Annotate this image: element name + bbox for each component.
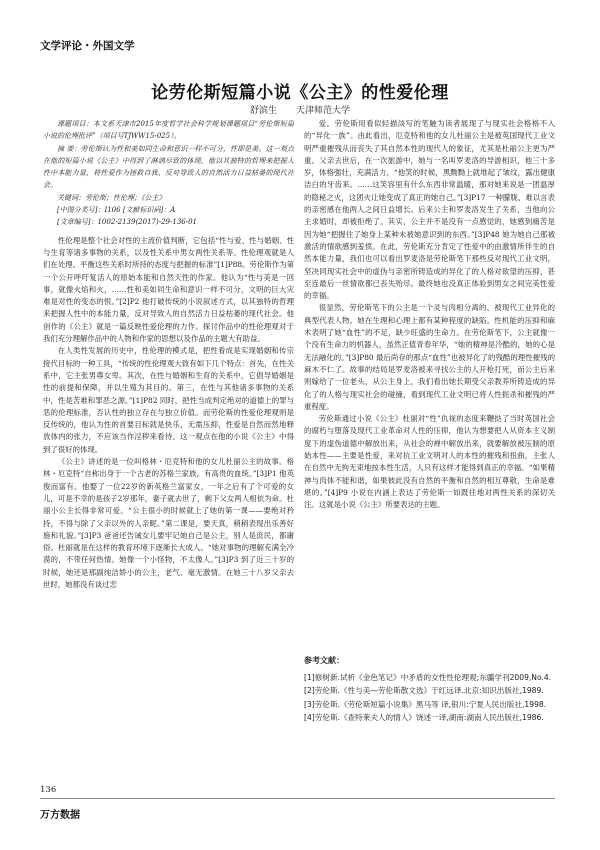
body-paragraph: 很显然，劳伦斯笔下的公主是一个灵与肉相分离的、被现代工业异化的典型代表人物。她在生理和心理上都有某种程度的缺陷。性机能的压抑和麻木表明了她“血性”的不足，缺少旺盛的生命力。在劳伦斯笔下，公主就像一个没有生命力的机器人，虽然正值青春年华，“她的精神是冷酷的，她的心是无法融化的。”[3]P80 最后尚存的那点“血性”也被异化了的残酷的理性摧残的麻木不仁了。故事的结局是罗麦洛被来寻找公主的人开枪打死，而公主后来则嫁给了一位老头，从公主身上，我们看出她长期受父亲教养所铸造成的异化了的人格与现实社会的碰撞，看到现代工业文明已将人性扼杀和摧残的严重程度。 bbox=[304, 303, 555, 411]
keywords: 关键词：劳伦斯；性伦理；《公主》 bbox=[57, 193, 166, 202]
reference-item: [1]修树新.试析《金色笔记》中矛盾的女性性伦理观;东疆学刊2009,No.4. bbox=[304, 672, 552, 682]
references bbox=[304, 654, 555, 725]
body-paragraph: 在人类性发展的历史中，性伦理的模式是，把性看成是实现婚姻和传宗接代目标的一种工具，“传统的性伦理观大致有如下几个特点：首先，在性关系中，它主张男尊女卑。其次，在性与婚姻和生育的关系中，它倡导婚姻是性的前提和保障，并以生殖为其目的。第三，在性与其他诸多事物的关系中，性是苦难和罪恶之源。”[1]P82 同时，把性当成判定绝对的道德上的罪与恶的伦理标准，否认性的独立存在与独立价值。而劳伦斯的性爱伦理观则是反传统的，他认为性的首要目标就是快乐，无需压抑，性爱是自然而然地释放体内的张力，不应该当作淫秽来看待。这一观点在他的小说《公主》中得到了很好的体现。 bbox=[43, 346, 294, 454]
reference-item: [2]劳伦斯.《性与美—劳伦斯散文选》于红远译.北京:知识出版社,1989. bbox=[304, 686, 544, 695]
article-meta bbox=[43, 118, 294, 229]
reference-item: [4]劳伦斯.《查特莱夫人的情人》饶述一译,湖南:湖南人民出版社,1986. bbox=[304, 713, 544, 722]
abstract: 摘 要：劳伦斯认为性和美如同生命和意识一样不可分，性即是美。这一观点在他的短篇小说《公主》中得到了淋漓尽致的体现。他以其独特的哲理来把握人性中本能力量，将性爱作为拯救自我、反对导致人的自然活力日益枯萎的现代社会。 bbox=[43, 144, 294, 190]
author-name: 舒滨生 bbox=[250, 106, 278, 116]
body-paragraph: 《公主》讲述的是一位叫格林・厄克特和他的女儿杜丽公主的故事。格林・厄克特“自称出身于一个古老的苏格兰家族，有高贵的血统。”[3]P1 他英俊而富有。他娶了一位22岁的新英格兰富家女，一年之后有了个可爱的女儿，可是不幸的是孩子2岁那年，妻子就去世了，剩下父女两人相依为命。杜丽小公主长得非常可爱。“公主很小的时候就上了她的第一课——要绝对矜持，不得与除了父亲以外的人亲昵。”第二课是，要天真，稍稍表现出乐善好施和礼貌。”[3]P3 爸爸还告诫女儿要牢记她自己是公主，别人是庶民，都庸俗。杜丽就是在这样的教育环境下逐渐长大成人。“她对事物的理解充满全冷漠的，不带任何热情。她像一个小怪物，不太像人。”[3]P3 到了近三十岁的时候，她还是那副纯洁娇小的公主，老气、毫无激情。在她三十八岁父亲去世时，她都没有谈过恋 bbox=[43, 457, 294, 589]
reference-item: [3]劳伦斯.《劳伦斯短篇小说集》黑马等 译,银川:宁夏人民出版社,1998. bbox=[304, 699, 547, 709]
article-title: 论劳伦斯短篇小说《公主》的性爱伦理 bbox=[151, 83, 449, 103]
left-column bbox=[43, 118, 294, 723]
references-title: 参考文献： bbox=[304, 656, 344, 665]
footer-divider bbox=[40, 798, 555, 799]
byline bbox=[0, 103, 600, 116]
section-header: 文学评论・外国文学 bbox=[40, 40, 135, 52]
classification: [中图分类号]：I106 [文献标识码]：A bbox=[57, 206, 176, 215]
right-column bbox=[304, 118, 555, 648]
page-number: 136 bbox=[40, 785, 57, 795]
author-affiliation: 天津师范大学 bbox=[295, 106, 350, 116]
body-paragraph: 性伦理是整个社会对性的主流价值判断，它包括“性与爱、性与婚姻、性与生育等诸多事物的关系，以及性关系中男女两性关系等。性伦理观就是人们在处理、平衡这些关系时所持的态度与把握的标准”[1]P88。劳伦斯作为第一个公开呼吁复活人的原始本能和自然天性的作家。他认为“性与美是一回事，就像火焰和火，……性和美如同生命和意识一样不可分，文明的巨大灾难是对性的变态的恨。”[2]P2 他打破传统的小说叙述方式，以其独特的哲理来把握人性中的本能力量，反对导致人的自然活力日益枯萎的现代社会。他创作的《公主》就是一篇反映性爱伦理的力作。探讨作品中的性伦理观对于我们充分理解作品中的人物和作家的思想以及作品的主题大有助益。 bbox=[43, 235, 294, 344]
project-note: 课题项目：本文系天津市2015年度哲学社会科学规划课题项目“劳伦斯短篇小说的伦理批评”（项目号TJWW15-025）。 bbox=[43, 120, 294, 141]
footer-brand: 万方数据 bbox=[40, 810, 80, 821]
body-paragraph: 爱。劳伦斯用看似轻描淡写的笔触为读者展现了与现实社会格格不入的“异化一族”。由此看出，厄克特和他的女儿杜丽公主是被英国现代工业文明严重摧残从而丧失了其自然本性的现代人的象征，尤其是杜丽公主更为严重。父亲去世后，在一次旅游中，她与一名叫罗麦洛的导游相识，他三十多岁，体格强壮，充满活力。“他笑的时候，黑黝黝上就堆起了皱纹，露出健康洁白的牙齿来。……这笑容里有什么东西非常温暖，那对她来说是一团温厚的隐秘之火，这团火让她变成了真正的她自己。”[3]P17 一种朦胧、难以言表的亲密感在他两人之间日益增长。后来公主和罗麦洛发生了关系，当他向公主求婚时，却被拒绝了。其实，公主并不是没有一点感觉的，她感到痛苦是因为她“把握住了她身上某种未被她意识到的东西。”[3]P48 她为她自己那被激活的情欲感到羞愤。在此，劳伦斯充分肯定了性爱中的由激情所伴生的自然本能力量，我们也可以看出罗麦洛是劳伦斯笔下那些反对现代工业文明，坚决同现实社会中的虚伪与亲密所铸造成的异化了的人格对欲望的压抑，甚至连最后一丝情欲都已丧失殆尽。最终她也没真正体验到男女之间完美性爱的幸福。 bbox=[304, 119, 555, 301]
article-id: [文章编号]：1002-2139(2017)-29-136-01 bbox=[57, 218, 198, 227]
body-paragraph: 劳伦斯通过小说《公主》杜丽对“性”仇视的态度来鞭挞了当时英国社会的腐朽与堕落及现代工业革命对人性的压抑，他认为想要把人从资本主义制度下的虚伪道德中解放出来，从社会的禅中解放出来，就要解放被压制的原始本性——主要是性爱，来对抗工业文明对人的本性的摧残和扭曲，主张人在自然中无拘无束地按本性生活，人只有这样才能得到真正的幸福。“如果精神与肉体不能和谐，如果彼此没有自然的平衡和自然的相互尊敬，生命是难堪的。”[4]P9 小说在内涵上表达了劳伦斯一如既往地对两性关系的深切关注。这就是小说《公主》所要表达的主题。 bbox=[304, 414, 555, 510]
